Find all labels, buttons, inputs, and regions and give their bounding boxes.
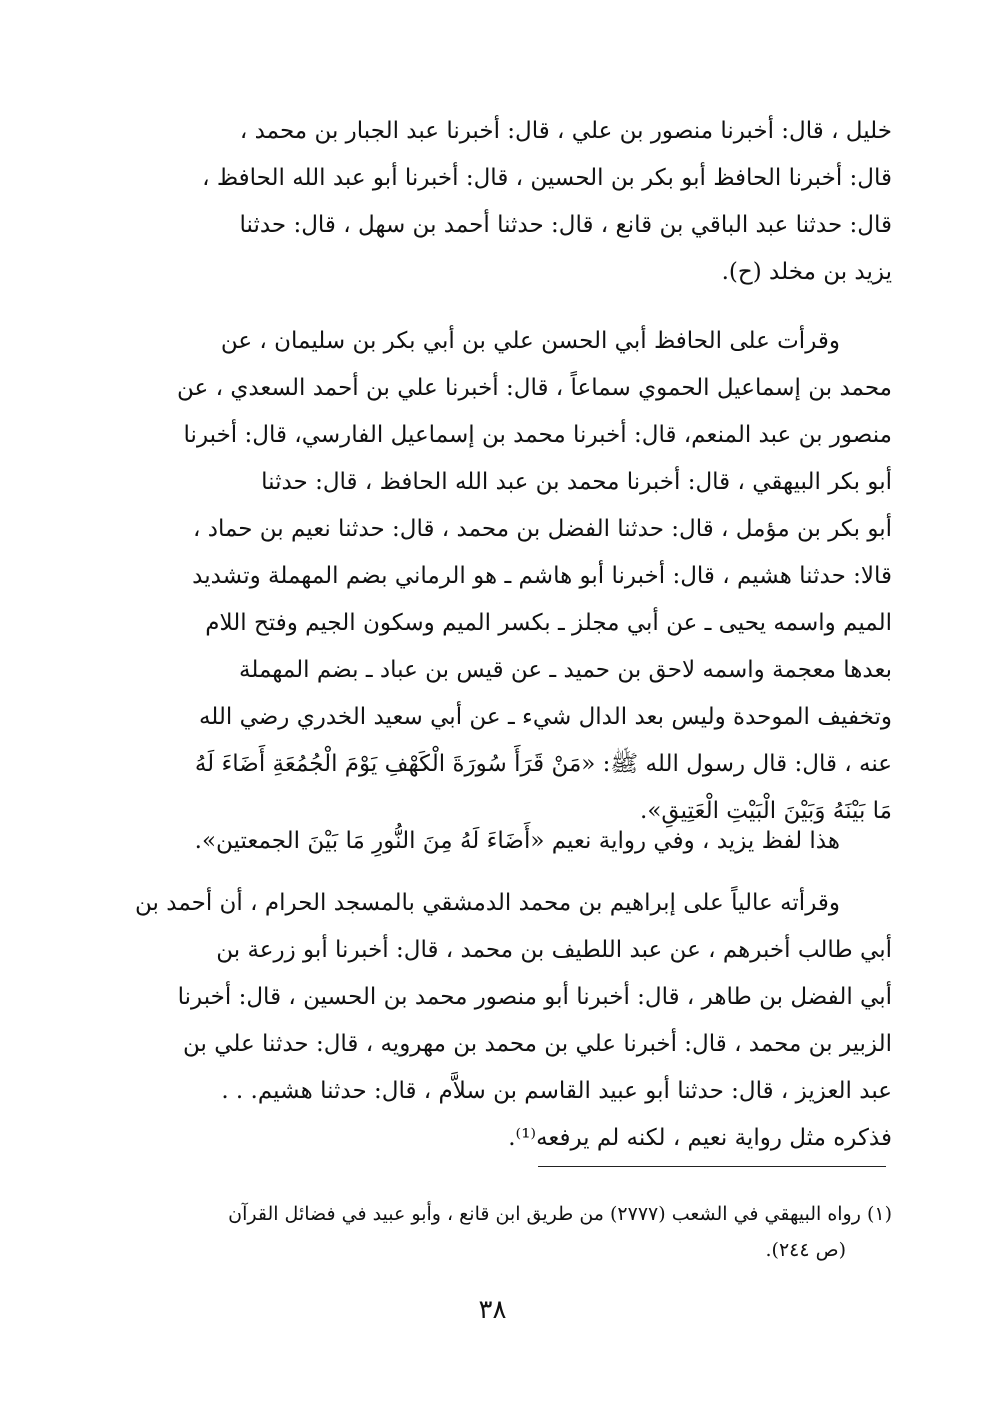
paragraph-variant-note bbox=[100, 818, 892, 865]
text-line: أبو بكر بن مؤمل ، قال: حدثنا الفضل بن محمد ، قال: حدثنا نعيم بن حماد ، bbox=[192, 516, 892, 542]
text-line: أبو بكر البيهقي ، قال: أخبرنا محمد بن عبد الله الحافظ ، قال: حدثنا bbox=[261, 469, 892, 495]
text-line: وقرأته عالياً على إبراهيم بن محمد الدمشقي بالمسجد الحرام ، أن أحمد بن bbox=[135, 890, 840, 916]
footnote-line: (١) رواه البيهقي في الشعب (٢٧٧٧) من طريق ابن قانع ، وأبو عبيد في فضائل القرآن bbox=[228, 1203, 892, 1225]
paragraph-isnad-1 bbox=[100, 108, 892, 296]
text-line: عنه ، قال: قال رسول الله ﷺ: «مَنْ قَرَأَ سُورَةَ الْكَهْفِ يَوْمَ الْجُمُعَةِ أَضَاءَ لَهُ bbox=[194, 751, 892, 777]
text-line: محمد بن إسماعيل الحموي سماعاً ، قال: أخبرنا علي بن أحمد السعدي ، عن bbox=[177, 375, 892, 401]
text-line: فذكره مثل رواية نعيم ، لكنه لم يرفعه⁽¹⁾. bbox=[508, 1125, 892, 1151]
text-line: عبد العزيز ، قال: حدثنا أبو عبيد القاسم بن سلاَّم ، قال: حدثنا هشيم. . . bbox=[221, 1078, 892, 1104]
text-line: وتخفيف الموحدة وليس بعد الدال شيء ـ عن أبي سعيد الخدري رضي الله bbox=[198, 704, 892, 730]
text-line: قال: أخبرنا الحافظ أبو بكر بن الحسين ، قال: أخبرنا أبو عبد الله الحافظ ، bbox=[202, 165, 892, 191]
page-number: ٣٨ bbox=[478, 1295, 507, 1325]
text-line: هذا لفظ يزيد ، وفي رواية نعيم «أَضَاءَ لَهُ مِنَ النُّورِ مَا بَيْنَ الجمعتين». bbox=[194, 828, 840, 854]
text-line: مَا بَيْنَهُ وَبَيْنَ الْبَيْتِ الْعَتِيقِ». bbox=[640, 798, 892, 824]
text-line: أبي الفضل بن طاهر ، قال: أخبرنا أبو منصور محمد بن الحسين ، قال: أخبرنا bbox=[177, 984, 892, 1010]
paragraph-isnad-2 bbox=[100, 318, 892, 835]
text-line: بعدها معجمة واسمه لاحق بن حميد ـ عن قيس بن عباد ـ بضم المهملة bbox=[239, 657, 892, 683]
text-line: وقرأت على الحافظ أبي الحسن علي بن أبي بكر بن سليمان ، عن bbox=[220, 328, 840, 354]
paragraph-isnad-3 bbox=[100, 880, 892, 1162]
text-line: خليل ، قال: أخبرنا منصور بن علي ، قال: أخبرنا عبد الجبار بن محمد ، bbox=[239, 118, 892, 144]
text-line: قالا: حدثنا هشيم ، قال: أخبرنا أبو هاشم ـ هو الرماني بضم المهملة وتشديد bbox=[192, 563, 892, 589]
text-line: يزيد بن مخلد (ح). bbox=[721, 259, 892, 285]
text-line: أبي طالب أخبرهم ، عن عبد اللطيف بن محمد ، قال: أخبرنا أبو زرعة بن bbox=[216, 937, 892, 963]
footnote bbox=[100, 1196, 892, 1268]
text-line: منصور بن عبد المنعم، قال: أخبرنا محمد بن إسماعيل الفارسي، قال: أخبرنا bbox=[183, 422, 892, 448]
footnote-line: (ص ٢٤٤). bbox=[765, 1239, 846, 1261]
text-line: قال: حدثنا عبد الباقي بن قانع ، قال: حدثنا أحمد بن سهل ، قال: حدثنا bbox=[239, 212, 892, 238]
footnote-separator bbox=[538, 1166, 886, 1167]
text-line: الميم واسمه يحيى ـ عن أبي مجلز ـ بكسر الميم وسكون الجيم وفتح اللام bbox=[205, 610, 892, 636]
text-line: الزبير بن محمد ، قال: أخبرنا علي بن محمد بن مهرويه ، قال: حدثنا علي بن bbox=[182, 1031, 892, 1057]
